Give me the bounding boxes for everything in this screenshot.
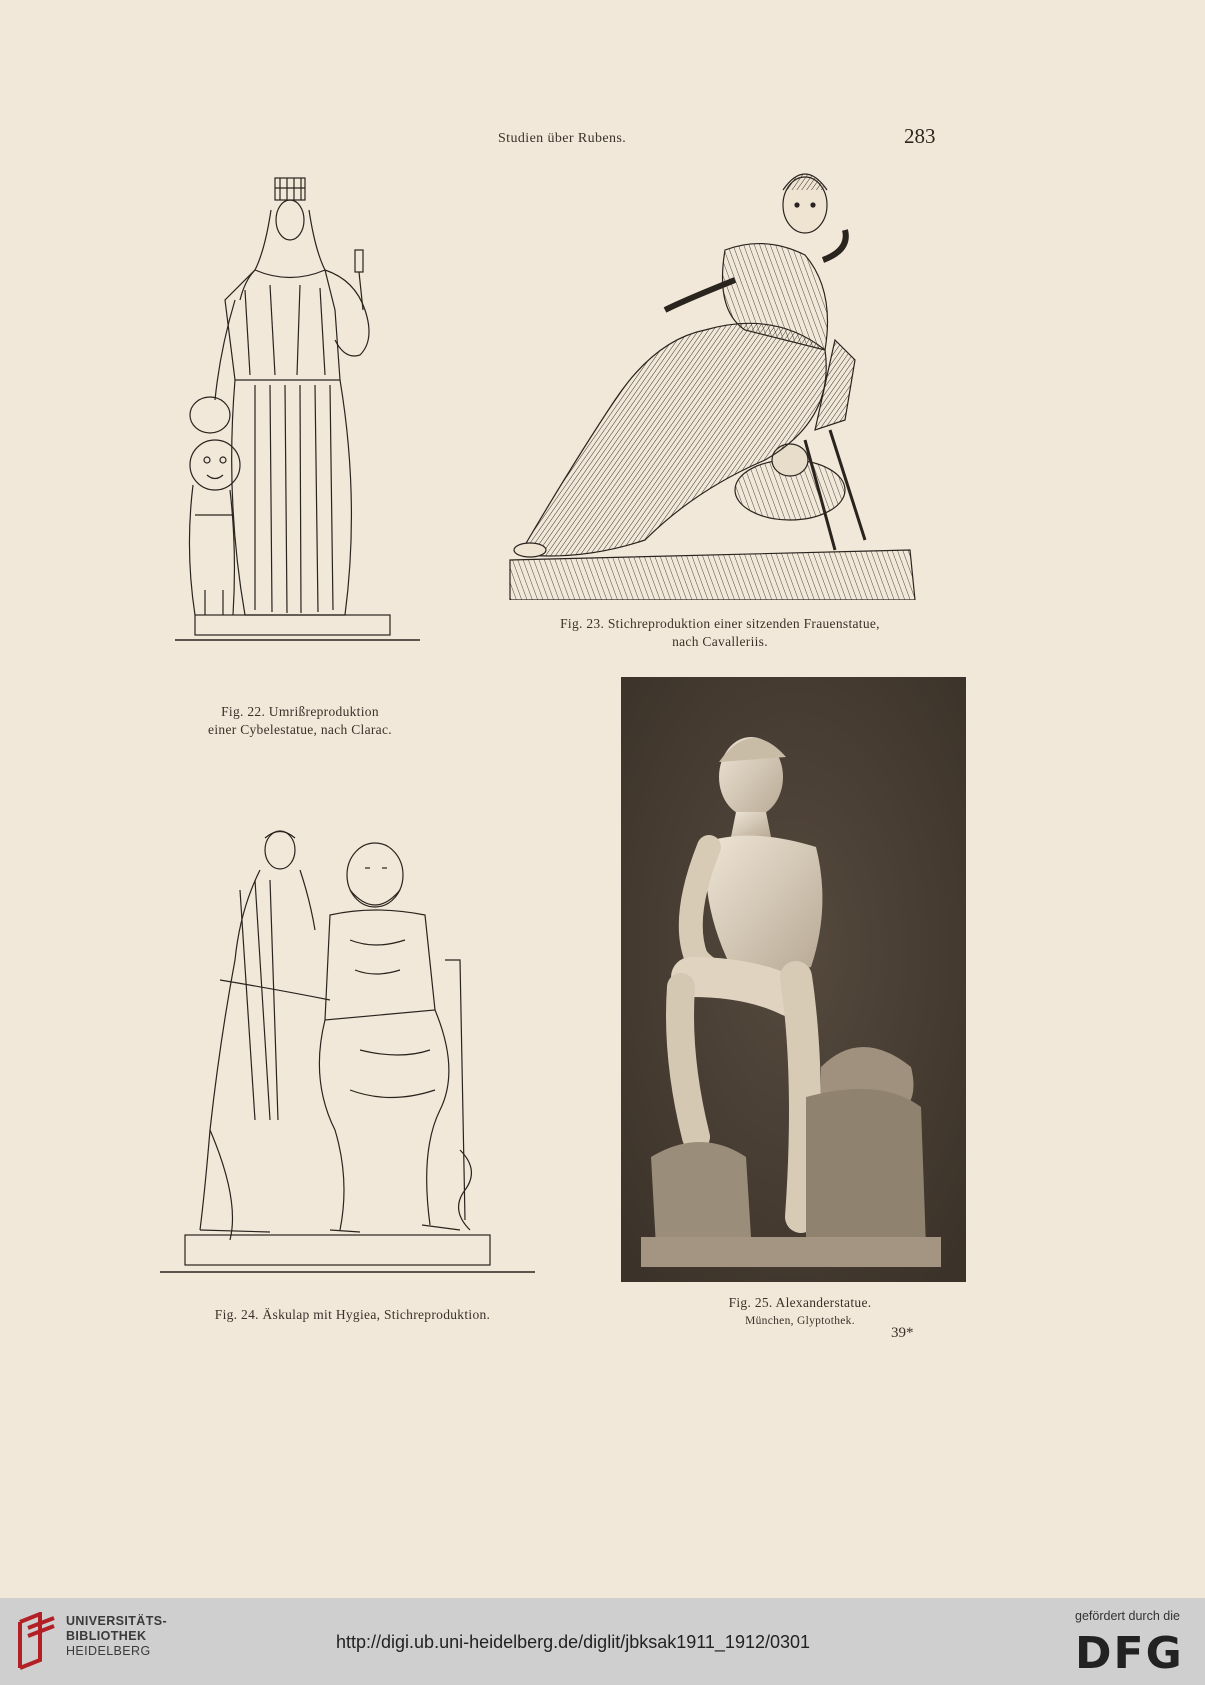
figure-22-caption-line1: Fig. 22. Umrißreproduktion — [221, 704, 379, 719]
university-library-logo-icon — [14, 1612, 60, 1670]
funding-label: gefördert durch die — [1075, 1609, 1180, 1623]
figure-25-caption-line2: München, Glyptothek. — [745, 1315, 855, 1327]
figure-25-caption — [680, 1294, 920, 1330]
figure-25-caption-line1: Fig. 25. Alexanderstatue. — [728, 1295, 872, 1310]
permalink-url[interactable]: http://digi.ub.uni-heidelberg.de/diglit/jbksak1911_1912/0301 — [336, 1632, 811, 1652]
figure-22-caption — [185, 703, 415, 739]
page-number: 283 — [904, 124, 936, 148]
library-name — [66, 1614, 167, 1659]
figure-22-caption-line2: einer Cybelestatue, nach Clarac. — [208, 722, 392, 737]
figure-alexander-statue-photo — [621, 677, 966, 1282]
running-header: Studien über Rubens. — [498, 131, 627, 146]
figure-cybele-statue-drawing — [175, 170, 425, 690]
alexander-statue-image — [621, 677, 966, 1282]
figure-23-caption-line2: nach Cavalleriis. — [672, 634, 768, 649]
figure-23-caption-line1: Fig. 23. Stichreproduktion einer sitzenden Frauenstatue, — [560, 616, 880, 631]
figure-24-caption-line1: Fig. 24. Äskulap mit Hygiea, Stichreproduktion. — [214, 1307, 491, 1322]
library-line3: HEIDELBERG — [66, 1644, 151, 1658]
figure-23-caption — [500, 615, 940, 651]
sheet-signature: 39* — [891, 1325, 914, 1341]
library-line2: BIBLIOTHEK — [66, 1629, 147, 1643]
figure-seated-woman-engraving — [505, 160, 930, 600]
dfg-logo: DFG — [1075, 1628, 1184, 1679]
library-line1: UNIVERSITÄTS- — [66, 1614, 168, 1628]
footer-bar — [0, 1598, 1205, 1685]
figure-24-caption — [160, 1306, 545, 1324]
figure-asclepius-hygieia-engraving — [160, 820, 540, 1295]
